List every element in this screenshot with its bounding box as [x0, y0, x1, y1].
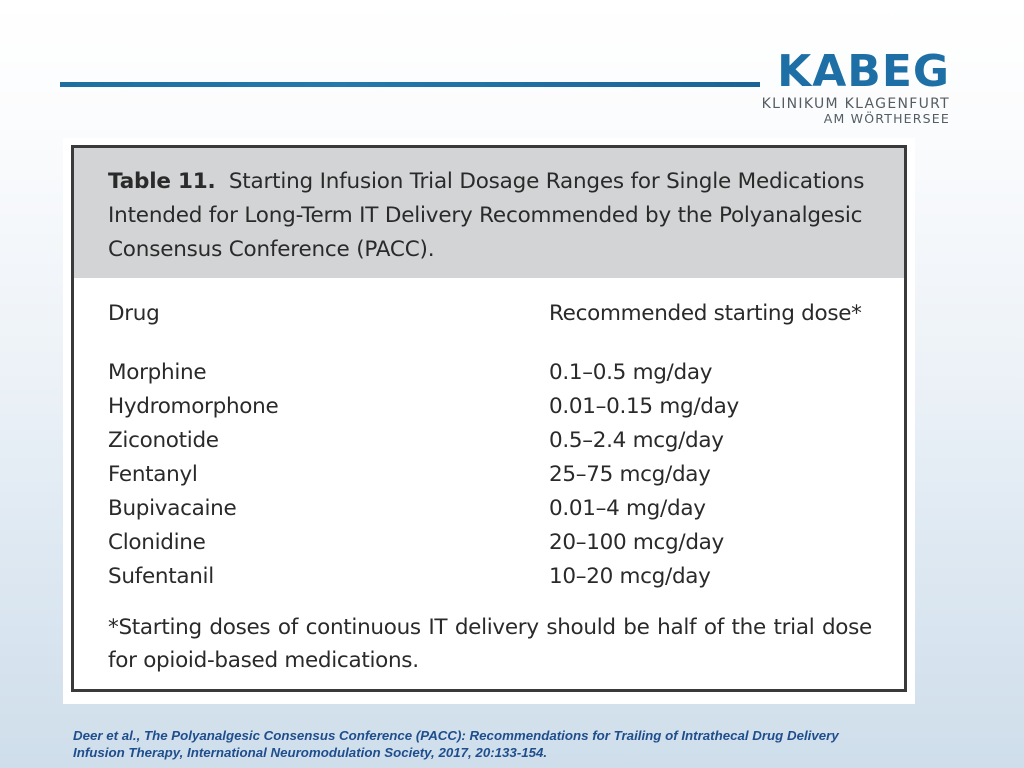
citation-line-1: Deer et al., The Polyanalgesic Consensus Conference (PACC): Recommendations for Trailing of Intrathecal Drug Delivery [73, 728, 839, 743]
table-row [74, 390, 904, 424]
cell-drug: Ziconotide [108, 428, 219, 453]
cell-dose: 0.01–4 mg/day [549, 496, 706, 521]
cell-dose: 25–75 mcg/day [549, 462, 711, 487]
logo-wordmark: KABEG [777, 46, 950, 97]
logo-subtitle-line2: AM WÖRTHERSEE [823, 111, 950, 126]
table-caption-text: Starting Infusion Trial Dosage Ranges for Single Medications Intended for Long-Term IT Delivery Recommended by the Polyanalgesic Consensus Conference (PACC). [108, 169, 865, 262]
table-row [74, 492, 904, 526]
cell-dose: 0.5–2.4 mcg/day [549, 428, 724, 453]
table-body [74, 356, 904, 594]
table-caption-label: Table 11. [108, 169, 216, 194]
logo-subtitle-line1: KLINIKUM KLAGENFURT [761, 96, 950, 112]
table-row [74, 560, 904, 594]
table-caption [108, 165, 898, 267]
table-row [74, 458, 904, 492]
cell-drug: Fentanyl [108, 462, 198, 487]
citation-line-2: Infusion Therapy, International Neuromodulation Society, 2017, 20:133-154. [73, 745, 548, 760]
cell-drug: Hydromorphone [108, 394, 279, 419]
dosage-table [71, 145, 907, 692]
cell-dose: 10–20 mcg/day [549, 564, 711, 589]
table-image-frame [63, 138, 915, 704]
cell-dose: 0.01–0.15 mg/day [549, 394, 739, 419]
citation [73, 727, 973, 761]
table-caption-band [74, 148, 904, 278]
cell-dose: 0.1–0.5 mg/day [549, 360, 713, 385]
table-row [74, 424, 904, 458]
cell-drug: Morphine [108, 360, 207, 385]
cell-drug: Sufentanil [108, 564, 214, 589]
cell-drug: Clonidine [108, 530, 206, 555]
column-header-dose: Recommended starting dose* [549, 301, 862, 326]
kabeg-logo [760, 48, 960, 126]
cell-drug: Bupivacaine [108, 496, 237, 521]
table-footnote: *Starting doses of continuous IT delivery should be half of the trial dose for opioid-based medications. [108, 615, 872, 673]
table-row [74, 356, 904, 390]
header-divider [60, 82, 760, 87]
cell-dose: 20–100 mcg/day [549, 530, 724, 555]
column-header-drug: Drug [108, 301, 160, 326]
table-row [74, 526, 904, 560]
